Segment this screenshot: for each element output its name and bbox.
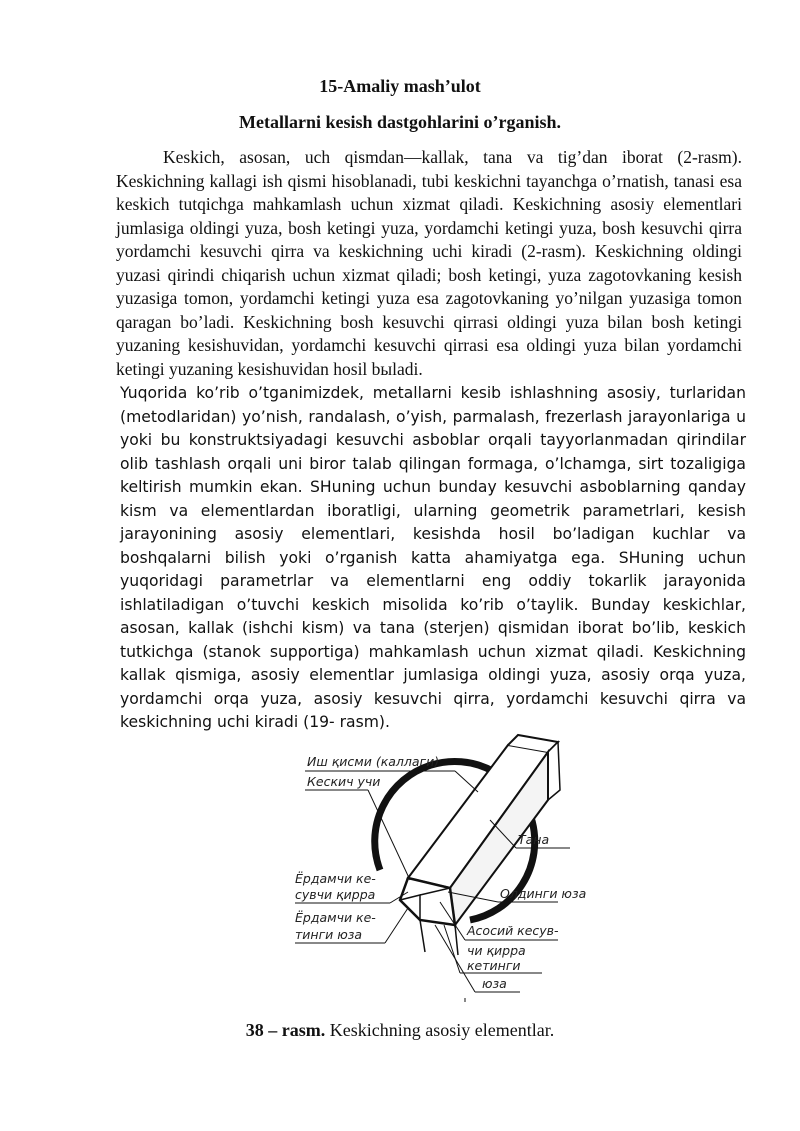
label-ketingi-1: кетинги xyxy=(467,958,521,973)
page-title: 15-Amaliy mash’ulot xyxy=(319,76,481,96)
label-yordamchi-ketingi-1: Ёрдамчи ке- xyxy=(295,910,376,925)
label-keskich-uchi: Кескич учи xyxy=(307,774,381,789)
label-ketingi-2: юза xyxy=(482,976,507,991)
label-yordamchi-kesuvchi-1: Ёрдамчи ке- xyxy=(295,871,376,886)
paragraph-main: Yuqorida ko’rib o’tganimizdek, metallarni kesib ishlashning asosiy, turlaridan (metodlaridan) yo’nish, randalash, o’yish, parmalash, frezerlash jarayonlariga u yoki bu konstruktsiyadagi kesuvchi asboblar orqali tayyorlanmadan qirindilar olib tashlash orqali uni biror talab qilingan formaga, o’lchamga, sirt tozaligiga keltirish mumkin ekan. SHuning uchun bunday kesuvchi asboblarning qanday kism va elementlardan iboratligi, ularning geometrik parametrlari, kesish jarayonining asosiy elementlari, kesishda hosil bo’ladigan kuchlar va boshqalarni bilish yoki o’rganish katta ahamiyatga ega. SHuning uchun yuqoridagi parametrlar va elementlarni eng oddiy tokarlik jarayonida ishlatiladigan o’tuvchi keskich misolida ko’rib o’taylik. Bunday keskichlar, asosan, kallak (ishchi kism) va tana (sterjen) qismidan iborat bo’lib, keskich tutkichga (stanok supportiga) mahkamlash uchun xizmat qiladi. Keskichning kallak qismiga, asosiy elementlar jumlasiga oldingi yuza, asosiy orqa yuza, yordamchi orqa yuza, asosiy kesuvchi qirra, yordamchi kesuvchi qirra va keskichning uchi kiradi (19- rasm). xyxy=(120,384,746,731)
cutting-tool-drawing xyxy=(280,730,587,1005)
label-oldingi-yuza: Олдинги юза xyxy=(500,886,587,901)
label-yordamchi-kesuvchi-2: сувчи қирра xyxy=(295,887,376,902)
paragraph-intro: Keskich, asosan, uch qismdan—kallak, tana va tig’dan iborat (2-rasm). Keskichning kallagi ish qismi hisoblanadi, tubi keskichni tayanchga o’rnatish, tanasi esa keskich tutqichga mahkamlash uchun xizmat qiladi. Keskichning asosiy elementlari jumlasiga oldingi yuza, bosh ketingi yuza, yordamchi ketingi yuza, bosh kesuvchi qirra yordamchi kesuvchi qirra va keskichning uchi kiradi (2-rasm). Keskichning oldingi yuzasi qirindi chiqarish uchun xizmat qiladi; bosh ketingi, yuza zagotovkaning kesish yuzasiga tomon, yordamchi ketingi yuza esa zagotovkaning yo’nilgan yuzasiga tomon qaragan bo’ladi. Keskichning bosh kesuvchi qirrasi oldingi yuza bilan bosh ketingi yuzaning kesishuvidan, yordamchi kesuvchi qirrasi esa oldingi yuza bilan yordamchi ketingi yuzaning kesishuvidan hosil bыladi. xyxy=(116,147,742,379)
label-tana: Тана xyxy=(518,832,550,847)
page-subtitle: Metallarni kesish dastgohlarini o’rganish. xyxy=(238,112,562,132)
caption-number: 38 – rasm. xyxy=(245,1020,326,1040)
caption-text: Keskichning asosiy elementlar. xyxy=(329,1020,555,1040)
label-asosiy-kesuvchi-2: чи қирра xyxy=(467,943,526,958)
label-yordamchi-ketingi-2: тинги юза xyxy=(295,927,363,942)
label-ish-qismi: Иш қисми (каллаги) xyxy=(307,754,440,769)
label-asosiy-kesuvchi-1: Асосий кесув- xyxy=(467,923,559,938)
cutting-tool-figure xyxy=(280,730,587,1005)
figure-caption xyxy=(0,1020,800,1041)
